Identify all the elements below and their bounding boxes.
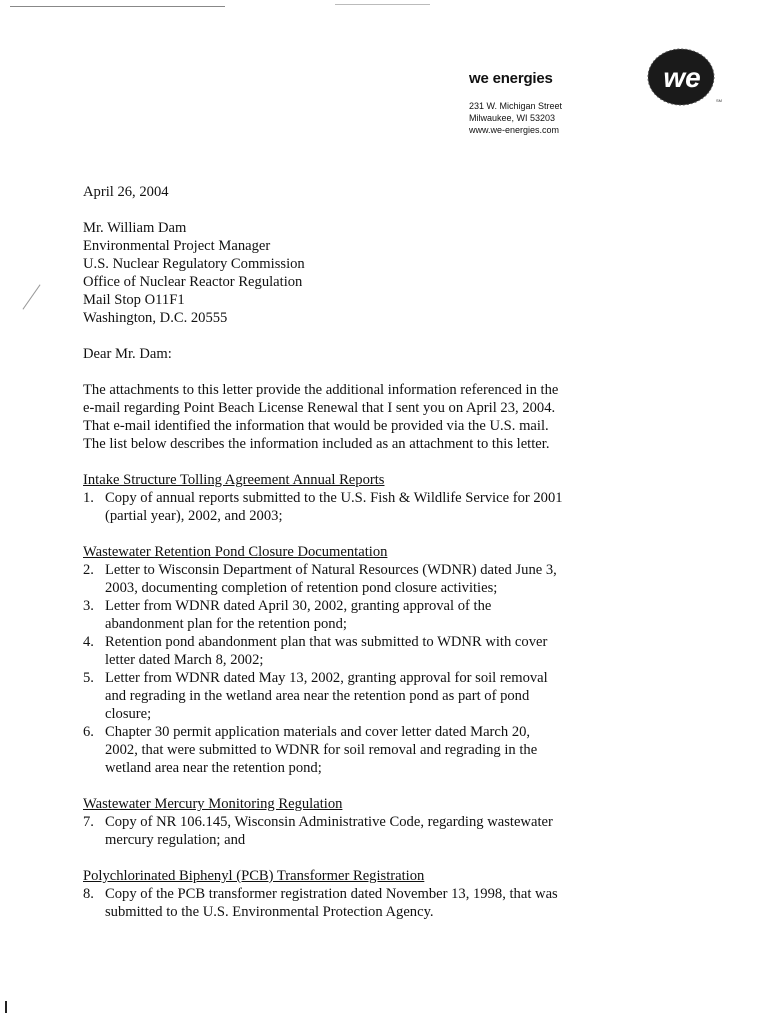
scan-edge-line bbox=[335, 4, 430, 5]
section-mercury bbox=[83, 795, 613, 849]
letterhead bbox=[469, 70, 562, 136]
section-heading: Polychlorinated Biphenyl (PCB) Transformer Registration bbox=[83, 868, 425, 884]
item-number: 1. bbox=[83, 490, 94, 506]
item-line: (partial year), 2002, and 2003; bbox=[105, 508, 283, 524]
item-line: Letter from WDNR dated May 13, 2002, granting approval for soil removal bbox=[105, 670, 548, 686]
list-item bbox=[83, 885, 613, 921]
letter-body bbox=[83, 183, 613, 939]
scan-edge-line bbox=[10, 6, 225, 7]
item-number: 2. bbox=[83, 562, 94, 578]
item-line: mercury regulation; and bbox=[105, 832, 246, 848]
item-line: Copy of the PCB transformer registration dated November 13, 1998, that was bbox=[105, 886, 558, 902]
intro-line: The attachments to this letter provide the additional information referenced in the bbox=[83, 382, 559, 398]
item-line: Retention pond abandonment plan that was submitted to WDNR with cover bbox=[105, 634, 548, 650]
recipient-title: Environmental Project Manager bbox=[83, 238, 271, 254]
item-line: letter dated March 8, 2002; bbox=[105, 652, 264, 668]
item-number: 7. bbox=[83, 814, 94, 830]
section-heading: Wastewater Retention Pond Closure Documentation bbox=[83, 544, 388, 560]
item-line: submitted to the U.S. Environmental Protection Agency. bbox=[105, 904, 434, 920]
section-heading: Wastewater Mercury Monitoring Regulation bbox=[83, 796, 343, 812]
item-line: Letter to Wisconsin Department of Natural Resources (WDNR) dated June 3, bbox=[105, 562, 557, 578]
section-heading: Intake Structure Tolling Agreement Annual Reports bbox=[83, 472, 385, 488]
we-energies-logo bbox=[646, 46, 720, 108]
item-line: abandonment plan for the retention pond; bbox=[105, 616, 347, 632]
intro-paragraph bbox=[83, 381, 613, 453]
item-number: 8. bbox=[83, 886, 94, 902]
list-item bbox=[83, 597, 613, 633]
section-intake bbox=[83, 471, 613, 525]
recipient-mailstop: Mail Stop O11F1 bbox=[83, 292, 185, 308]
scan-mark bbox=[5, 1001, 7, 1013]
item-line: wetland area near the retention pond; bbox=[105, 760, 322, 776]
recipient-city: Washington, D.C. 20555 bbox=[83, 310, 228, 326]
brand-name: we energies bbox=[469, 70, 553, 87]
recipient-block bbox=[83, 219, 613, 327]
intro-line: That e-mail identified the information that would be provided via the U.S. mail. bbox=[83, 418, 549, 434]
salutation: Dear Mr. Dam: bbox=[83, 346, 172, 362]
item-line: Copy of annual reports submitted to the U.S. Fish & Wildlife Service for 2001 bbox=[105, 490, 563, 506]
item-line: closure; bbox=[105, 706, 152, 722]
list-item bbox=[83, 633, 613, 669]
item-number: 5. bbox=[83, 670, 94, 686]
scan-mark bbox=[22, 284, 40, 309]
website: www.we-energies.com bbox=[469, 125, 560, 135]
letter-date: April 26, 2004 bbox=[83, 184, 169, 200]
address-line-1: 231 W. Michigan Street bbox=[469, 101, 563, 111]
list-item bbox=[83, 813, 613, 849]
recipient-name: Mr. William Dam bbox=[83, 220, 187, 236]
item-number: 6. bbox=[83, 724, 94, 740]
item-number: 3. bbox=[83, 598, 94, 614]
list-item bbox=[83, 561, 613, 597]
recipient-office: Office of Nuclear Reactor Regulation bbox=[83, 274, 303, 290]
svg-text:SM: SM bbox=[716, 98, 722, 103]
logo-text: we bbox=[663, 62, 701, 93]
item-line: Chapter 30 permit application materials and cover letter dated March 20, bbox=[105, 724, 531, 740]
intro-line: e-mail regarding Point Beach License Renewal that I sent you on April 23, 2004. bbox=[83, 400, 556, 416]
list-item bbox=[83, 723, 613, 777]
item-line: Copy of NR 106.145, Wisconsin Administrative Code, regarding wastewater bbox=[105, 814, 553, 830]
intro-line: The list below describes the information included as an attachment to this letter. bbox=[83, 436, 550, 452]
item-line: 2002, that were submitted to WDNR for soil removal and regrading in the bbox=[105, 742, 538, 758]
list-item bbox=[83, 669, 613, 723]
item-number: 4. bbox=[83, 634, 94, 650]
item-line: 2003, documenting completion of retention pond closure activities; bbox=[105, 580, 498, 596]
item-line: Letter from WDNR dated April 30, 2002, granting approval of the bbox=[105, 598, 492, 614]
item-line: and regrading in the wetland area near the retention pond as part of pond bbox=[105, 688, 530, 704]
section-pcb bbox=[83, 867, 613, 921]
address-line-2: Milwaukee, WI 53203 bbox=[469, 113, 556, 123]
list-item bbox=[83, 489, 613, 525]
section-retention-pond bbox=[83, 543, 613, 777]
recipient-org: U.S. Nuclear Regulatory Commission bbox=[83, 256, 305, 272]
